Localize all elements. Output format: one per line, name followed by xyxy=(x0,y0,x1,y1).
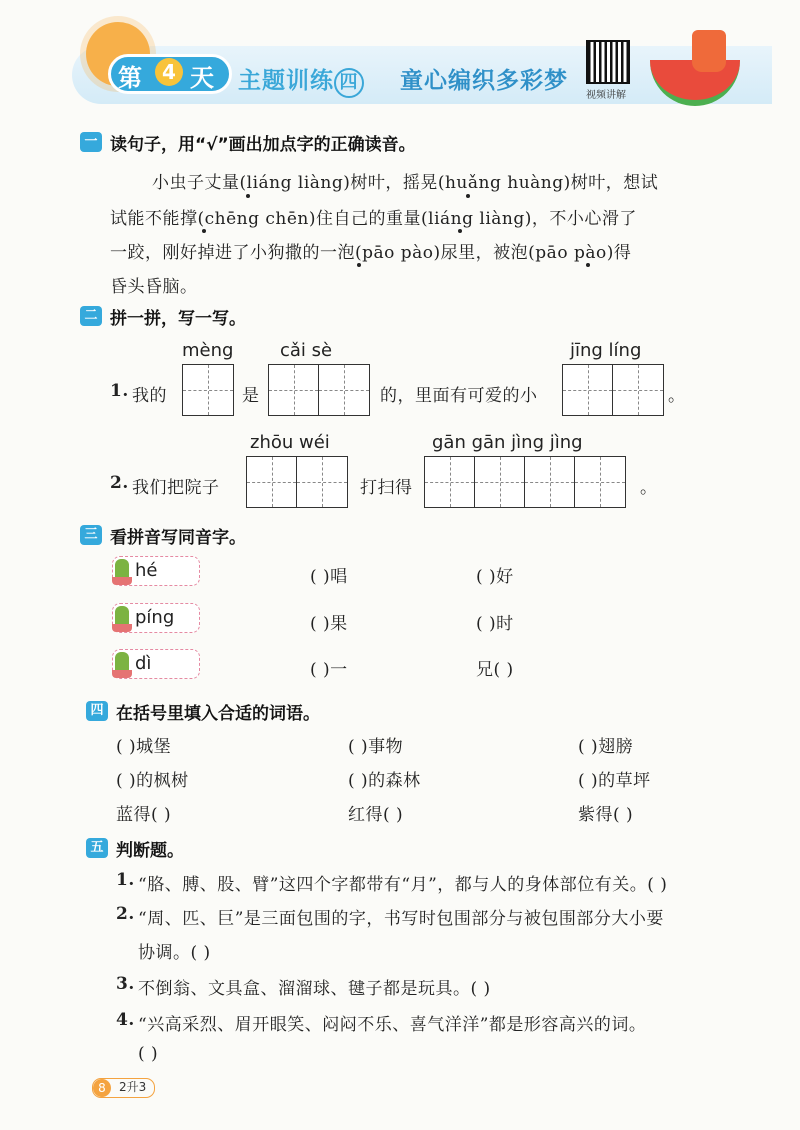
section5-number: 五 xyxy=(86,838,108,858)
section1-line: 昏头昏脑。 xyxy=(110,277,198,297)
fill-blank[interactable]: 紫得( ) xyxy=(578,805,634,825)
pinyin-tag: hé xyxy=(112,556,200,586)
section4-title: 在括号里填入合适的词语。 xyxy=(116,704,320,724)
judgment-question[interactable]: “兴高采烈、眉开眼笑、闷闷不乐、喜气洋洋”都是形容高兴的词。 xyxy=(138,1015,647,1035)
section1-line: 小虫子丈量(liáng liàng)树叶，摇晃(huǎng huàng)树叶，想试 xyxy=(152,173,659,193)
question-end: 。 xyxy=(668,386,686,406)
question-text: 打扫得 xyxy=(360,478,413,498)
theme-label: 主题训练 xyxy=(238,68,334,94)
section4-number: 四 xyxy=(86,701,108,721)
pinyin-tag: dì xyxy=(112,649,200,679)
day-suffix: 天 xyxy=(190,64,214,92)
theme-title xyxy=(238,62,364,98)
cactus-icon xyxy=(115,652,129,674)
question-number: 3. xyxy=(116,974,135,994)
section1-line: 试能不能撑(chēng chēn)住自己的重量(liáng liàng)，不小心滑了 xyxy=(110,209,637,229)
theme-number: 四 xyxy=(334,68,364,98)
qr-code-icon[interactable] xyxy=(586,40,630,84)
fill-blank[interactable]: ( )事物 xyxy=(348,737,404,757)
fill-blank[interactable]: ( )一 xyxy=(310,660,348,680)
fill-blank[interactable]: ( )的枫树 xyxy=(116,771,189,791)
fill-blank[interactable]: 兄( ) xyxy=(476,660,514,680)
day-prefix: 第 xyxy=(118,64,142,92)
question-number: 2. xyxy=(110,473,129,493)
question-text: 的，里面有可爱的小 xyxy=(380,386,538,406)
pinyin-label: mèng xyxy=(182,340,234,361)
page-subtitle: 童心编织多彩梦 xyxy=(400,68,568,94)
pinyin-label: jīng líng xyxy=(570,340,642,361)
cactus-icon xyxy=(115,606,129,628)
question-number: 2. xyxy=(116,904,135,924)
judgment-question[interactable]: 不倒翁、文具盒、溜溜球、毽子都是玩具。( ) xyxy=(138,979,491,999)
fill-blank[interactable]: ( )的森林 xyxy=(348,771,421,791)
grade-label: 2升3 xyxy=(92,1078,155,1098)
question-text: 是 xyxy=(242,386,260,406)
section1-number: 一 xyxy=(80,132,102,152)
writing-grid[interactable] xyxy=(424,456,626,508)
emphasis-dot xyxy=(458,229,462,233)
section1-line: 一跤，刚好掉进了小狗撒的一泡(pāo pào)尿里，被泡(pāo pào)得 xyxy=(110,243,632,263)
fill-blank[interactable]: ( )果 xyxy=(310,614,348,634)
qr-label: 视频讲解 xyxy=(586,90,626,101)
fill-blank[interactable]: 红得( ) xyxy=(348,805,404,825)
emphasis-dot xyxy=(586,263,590,267)
judgment-question-cont[interactable]: 协调。( ) xyxy=(138,943,211,963)
question-number: 1. xyxy=(110,381,129,401)
page-number: 8 xyxy=(93,1079,111,1097)
emphasis-dot xyxy=(466,194,470,198)
section3-number: 三 xyxy=(80,525,102,545)
writing-grid[interactable] xyxy=(182,364,234,416)
pinyin-label: zhōu wéi xyxy=(250,432,330,453)
emphasis-dot xyxy=(246,194,250,198)
writing-grid[interactable] xyxy=(268,364,370,416)
judgment-question-cont[interactable]: ( ) xyxy=(138,1044,159,1064)
judgment-question[interactable]: “胳、膊、股、臂”这四个字都带有“月”，都与人的身体部位有关。( ) xyxy=(138,875,668,895)
fill-blank[interactable]: ( )城堡 xyxy=(116,737,172,757)
fill-blank[interactable]: ( )翅膀 xyxy=(578,737,634,757)
day-number: 4 xyxy=(155,58,183,86)
section2-title: 拼一拼，写一写。 xyxy=(110,309,246,329)
question-end: 。 xyxy=(640,478,658,498)
section5-title: 判断题。 xyxy=(116,841,184,861)
question-text: 我的 xyxy=(132,386,167,406)
cactus-icon xyxy=(115,559,129,581)
question-text: 我们把院子 xyxy=(132,478,220,498)
section3-title: 看拼音写同音字。 xyxy=(110,528,246,548)
question-number: 1. xyxy=(116,870,135,890)
drink-cup-icon xyxy=(692,30,726,72)
pinyin-label: cǎi sè xyxy=(280,340,333,361)
fill-blank[interactable]: ( )好 xyxy=(476,567,514,587)
writing-grid[interactable] xyxy=(246,456,348,508)
pinyin-tag: píng xyxy=(112,603,200,633)
section2-number: 二 xyxy=(80,306,102,326)
fill-blank[interactable]: ( )唱 xyxy=(310,567,348,587)
judgment-question[interactable]: “周、匹、巨”是三面包围的字，书写时包围部分与被包围部分大小要 xyxy=(138,909,664,929)
emphasis-dot xyxy=(202,229,206,233)
fill-blank[interactable]: 蓝得( ) xyxy=(116,805,172,825)
emphasis-dot xyxy=(357,263,361,267)
section1-title: 读句子，用“√”画出加点字的正确读音。 xyxy=(110,135,416,155)
fill-blank[interactable]: ( )的草坪 xyxy=(578,771,651,791)
fill-blank[interactable]: ( )时 xyxy=(476,614,514,634)
writing-grid[interactable] xyxy=(562,364,664,416)
pinyin-label: gān gān jìng jìng xyxy=(432,432,583,453)
question-number: 4. xyxy=(116,1010,135,1030)
